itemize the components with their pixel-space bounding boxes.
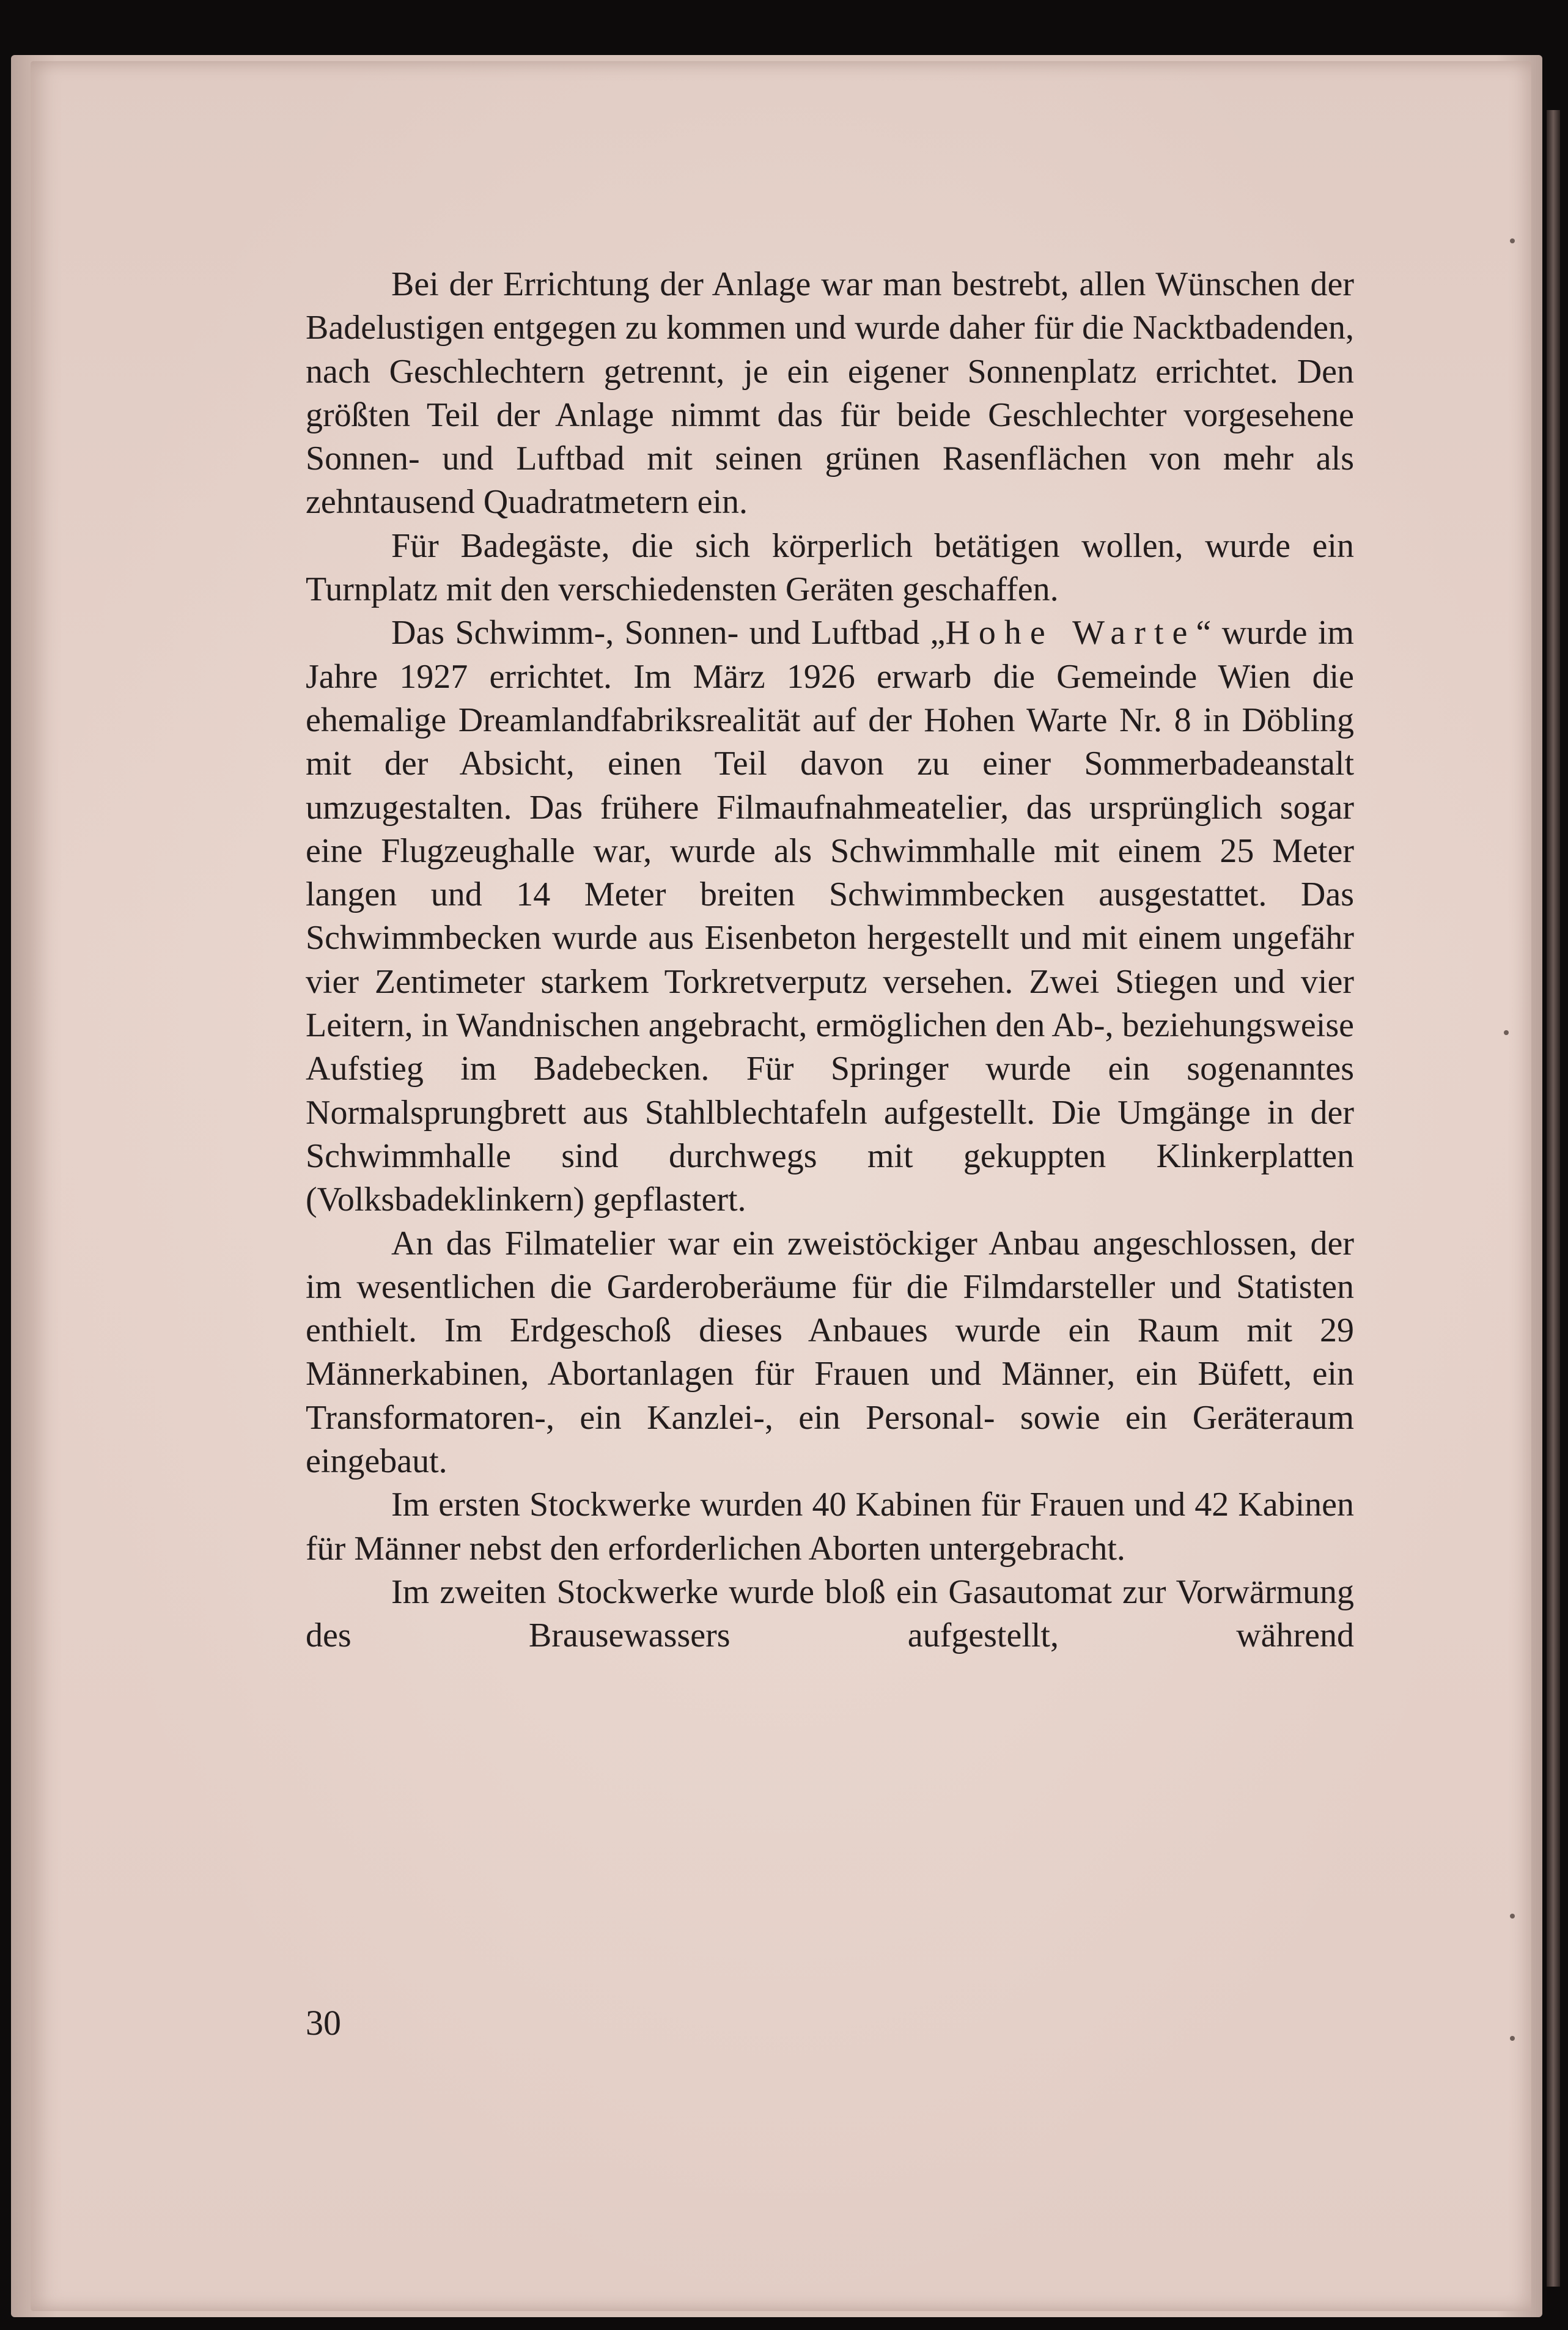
paragraph: Im ersten Stockwerke wurden 40 Kabinen für Frauen und 42 Kabinen für Männer nebst den erforderlichen Aborten untergebracht. (306, 1486, 1354, 1568)
paragraph: Im zweiten Stockwerke wurde bloß ein Gasautomat zur Vorwärmung des Brausewassers aufgestellt, während (306, 1572, 1354, 1655)
adjacent-page-sliver (1547, 110, 1560, 2287)
paragraph-text-before: Das Schwimm-, Sonnen- und Luftbad „ (391, 614, 946, 652)
paragraph-text-after: “ wurde im Jahre 1927 errichtet. Im März 1926 erwarb die Gemeinde Wien die ehemalige Dreamlandfabriksrealität auf der Hohen Warte Nr. 8 in Döbling mit der Absicht, einen Teil davon zu einer Sommerbadeanstalt umzugestalten. Das frühere Filmaufnahmeatelier, das ursprünglich sogar eine Flugzeughalle war, wurde als Schwimmhalle mit einem 25 Meter langen und 14 Meter breiten Schwimmbecken ausgestattet. Das Schwimmbecken wurde aus Eisenbeton hergestellt und mit einem ungefähr vier Zentimeter starkem Torkretverputz versehen. Zwei Stiegen und vier Leitern, in Wandnischen angebracht, ermöglichen den Ab-, beziehungsweise Aufstieg im Badebecken. Für Springer wurde ein sogenanntes Normalsprungbrett aus Stahlblechtafeln aufgestellt. Die Umgänge in der Schwimmhalle sind durchwegs mit gekuppten Klinkerplatten (Volksbadeklinkern) gepflastert. (306, 614, 1354, 1219)
paper-speck (1510, 238, 1515, 243)
paper-speck (1510, 2036, 1515, 2041)
paper-speck (1504, 1030, 1509, 1035)
paragraph: Für Badegäste, die sich körperlich betätigen wollen, wurde ein Turnplatz mit den verschiedensten Geräten geschaffen. (306, 526, 1354, 609)
paragraph (306, 611, 1354, 1222)
paragraph: Bei der Errichtung der Anlage war man bestrebt, allen Wünschen der Badelustigen entgegen zu kommen und wurde daher für die Nacktbadenden, nach Geschlechtern getrennt, je ein eigener Sonnenplatz errichtet. Den größten Teil der Anlage nimmt das für beide Geschlechter vorgesehene Sonnen- und Luftbad mit seinen grünen Rasenflächen von mehr als zehntausend Quadratmetern ein. (306, 265, 1354, 522)
body-text (306, 263, 1354, 1658)
paragraph: An das Filmatelier war ein zweistöckiger Anbau angeschlossen, der im wesentlichen die Garderoberäume für die Filmdarsteller und Statisten enthielt. Im Erdgeschoß dieses Anbaues wurde ein Raum mit 29 Männerkabinen, Abortanlagen für Frauen und Männer, ein Büfett, ein Transformatoren-, ein Kanzlei-, ein Personal- sowie ein Geräteraum eingebaut. (306, 1224, 1354, 1481)
page-number: 30 (306, 2003, 341, 2043)
emphasized-spaced-text: Hohe Warte (945, 614, 1196, 652)
paper-speck (1510, 1914, 1515, 1919)
